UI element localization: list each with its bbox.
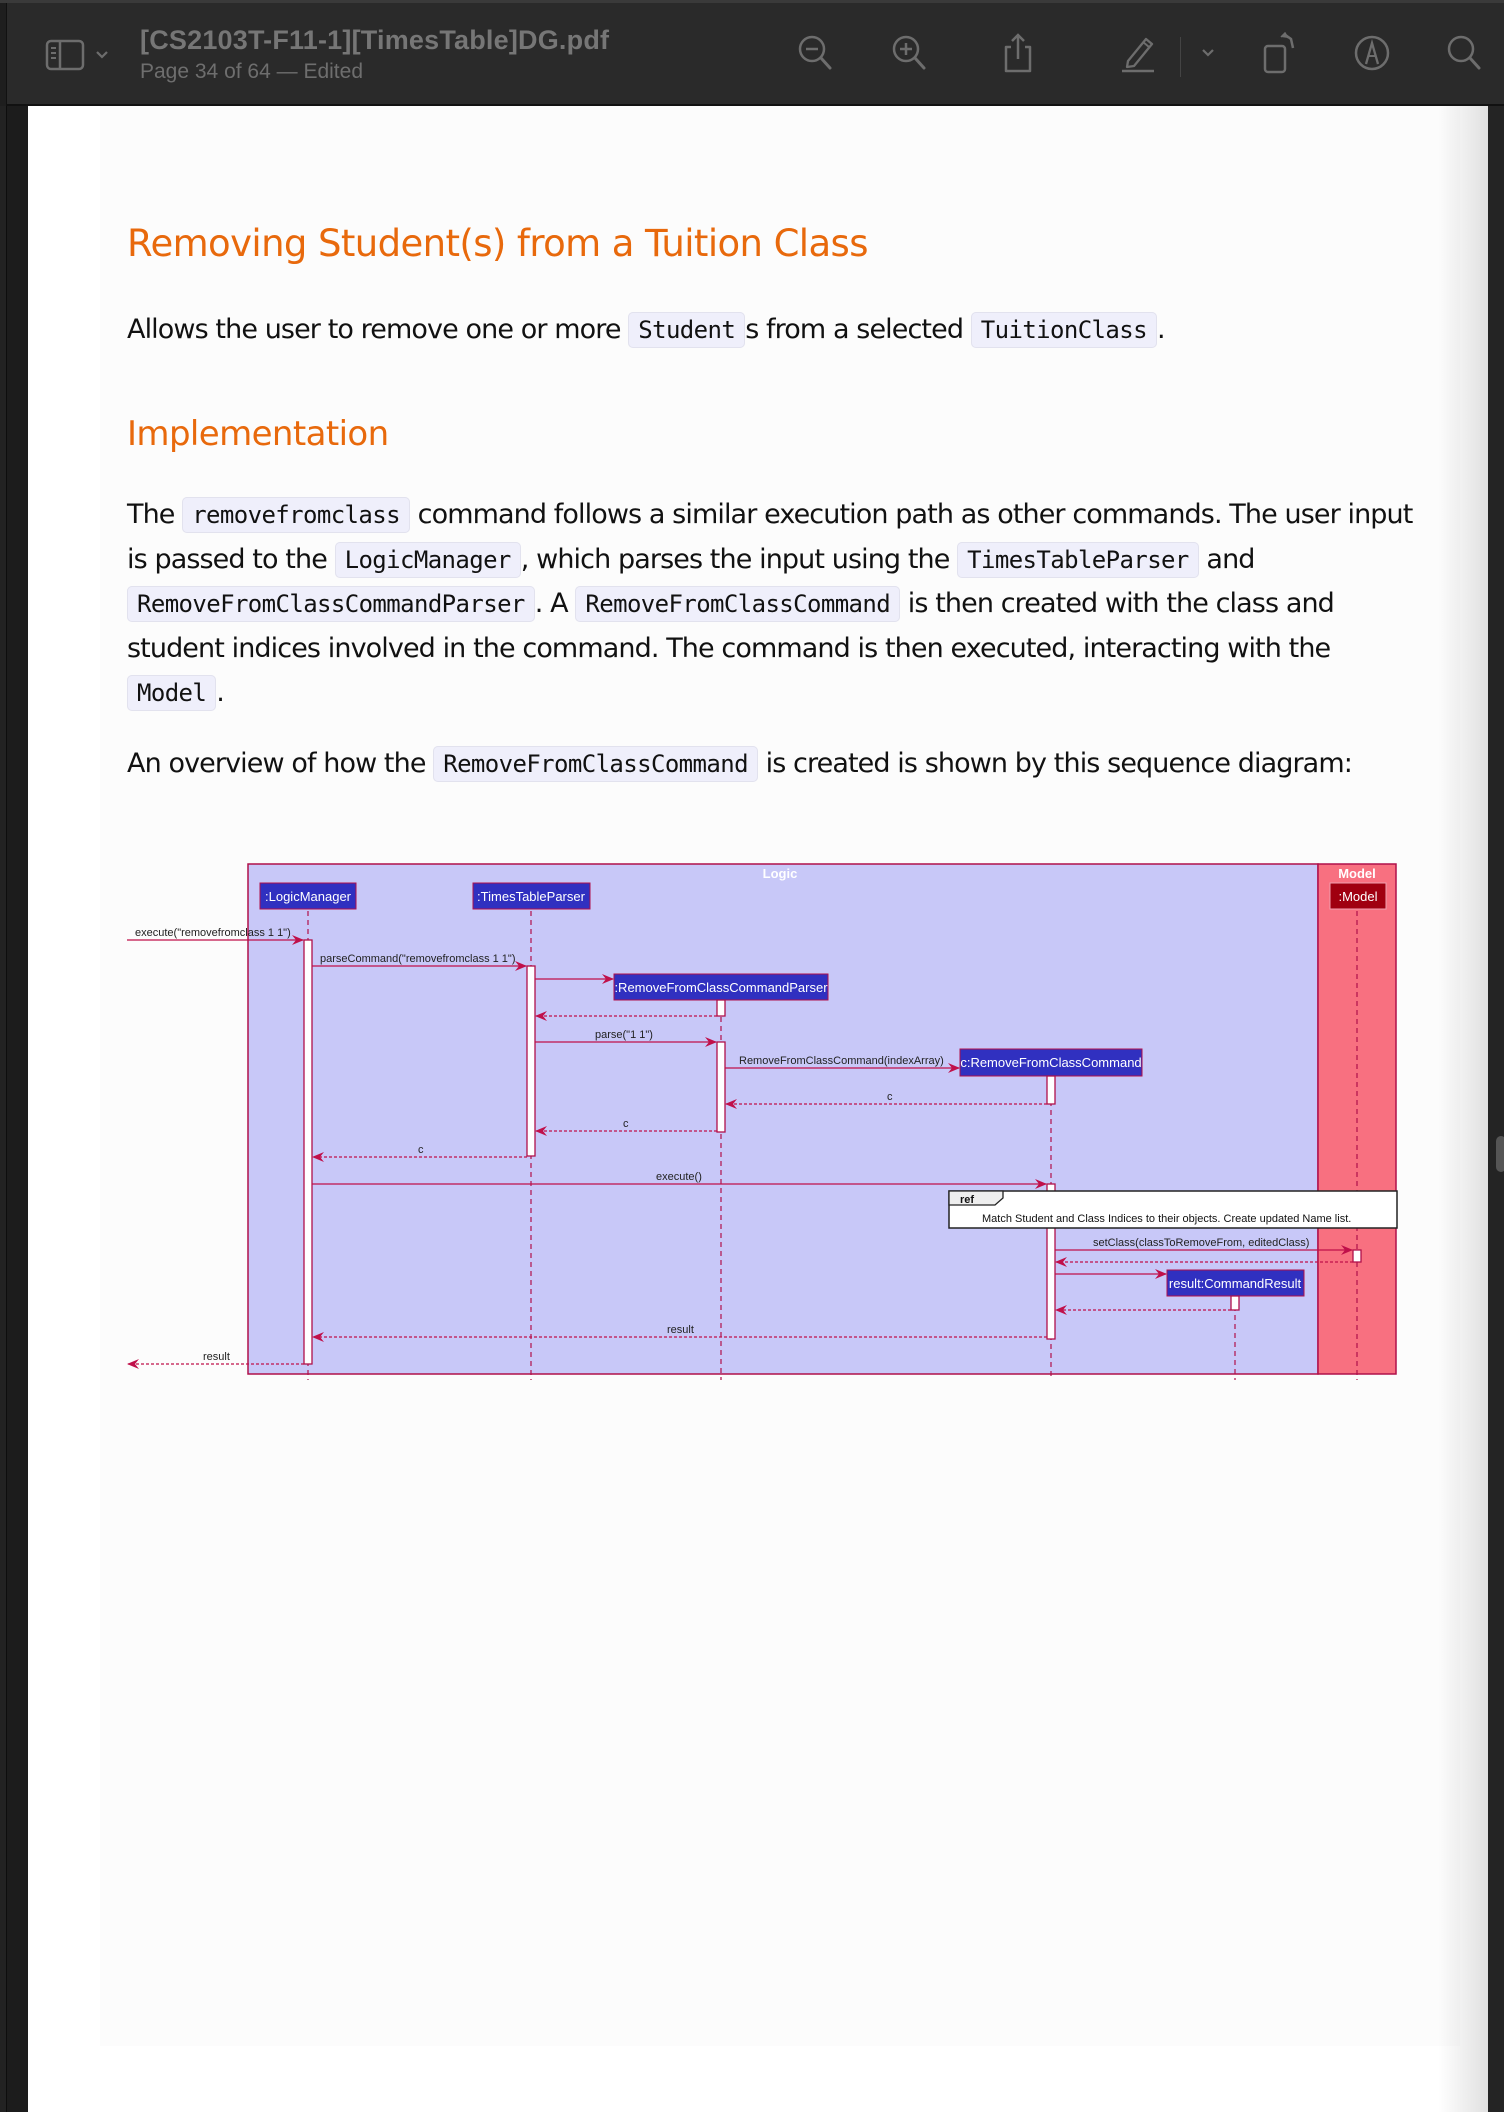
participant-removefromclasscommand [960, 1049, 1142, 1076]
search-icon [1446, 34, 1482, 77]
share-button[interactable] [996, 33, 1040, 77]
markup-menu-button[interactable] [1186, 33, 1230, 77]
code-tuitionclass: TuitionClass [971, 312, 1157, 348]
code-logicmanager: LogicManager [335, 542, 521, 578]
text: . [1156, 314, 1165, 345]
intro-paragraph [127, 308, 1427, 353]
search-button[interactable] [1442, 33, 1486, 77]
text: Allows the user to remove one or more [127, 314, 629, 345]
toolbar-left-edge [0, 3, 7, 109]
label-execute: execute() [656, 1171, 702, 1183]
text: command follows a similar execution path as other commands. The user input is passed to the [127, 499, 1413, 575]
text: and [1198, 543, 1255, 575]
pencil-icon [1118, 33, 1158, 78]
label-return-c1: c [887, 1091, 893, 1103]
participant-removefromclasscommandparser [614, 974, 828, 1000]
text: The [127, 499, 183, 530]
zoom-out-button[interactable] [793, 33, 837, 77]
code-student: Student [628, 312, 745, 348]
model-box-label: Model [1338, 866, 1376, 881]
label-execute-in: execute("removefromclass 1 1") [135, 927, 291, 939]
code-timestableparser: TimesTableParser [957, 542, 1199, 578]
text: . A [534, 588, 576, 619]
label-return-result-out: result [203, 1351, 230, 1363]
chevron-down-icon[interactable] [94, 47, 110, 63]
label-return-c2: c [623, 1118, 629, 1130]
scrollbar-track[interactable] [1488, 106, 1504, 2112]
implementation-paragraph [127, 493, 1427, 716]
markup-circle-icon [1353, 34, 1391, 77]
text: is created is shown by this sequence diagram: [757, 748, 1352, 779]
zoom-out-icon [797, 34, 833, 77]
svg-text::Model: :Model [1338, 889, 1378, 904]
section-title: Removing Student(s) from a Tuition Class [127, 222, 868, 265]
rotate-button[interactable] [1258, 33, 1302, 77]
code-removefromclass: removefromclass [182, 497, 410, 533]
implementation-title: Implementation [127, 414, 389, 454]
window-toolbar [0, 0, 1504, 106]
text: . [216, 677, 224, 708]
participant-timestableparser [473, 883, 590, 909]
chevron-down-icon [1200, 45, 1216, 66]
participant-commandresult [1167, 1270, 1304, 1296]
text: s from a selected [745, 314, 971, 345]
label-return-result: result [667, 1324, 694, 1336]
svg-text::RemoveFromClassCommandParser: :RemoveFromClassCommandParser [614, 980, 828, 995]
svg-text:result:CommandResult: result:CommandResult [1168, 1276, 1302, 1291]
viewer-gutter [0, 106, 7, 2112]
toolbar-divider [1180, 37, 1181, 77]
scrollbar-thumb[interactable] [1496, 1136, 1504, 1172]
zoom-in-button[interactable] [887, 33, 931, 77]
logic-box [248, 864, 1318, 1374]
share-icon [1002, 33, 1034, 78]
code-removefromclasscommand: RemoveFromClassCommand [575, 586, 900, 622]
annotate-button[interactable] [1350, 33, 1394, 77]
participant-model [1330, 883, 1386, 909]
participant-logicmanager [260, 883, 356, 909]
markup-button[interactable] [1116, 33, 1160, 77]
zoom-in-icon [891, 34, 927, 77]
label-parse: parse("1 1") [595, 1029, 653, 1041]
sidebar-icon[interactable] [45, 39, 85, 71]
text: An overview of how the [127, 748, 434, 779]
code-model: Model [127, 675, 216, 711]
overview-paragraph [127, 742, 1427, 787]
svg-text::TimesTableParser: :TimesTableParser [477, 889, 585, 904]
label-set-class: setClass(classToRemoveFrom, editedClass) [1093, 1237, 1310, 1249]
ref-tag: ref [960, 1194, 975, 1206]
svg-text::LogicManager: :LogicManager [265, 889, 351, 904]
document-subtitle: Page 34 of 64 — Edited [140, 60, 363, 83]
rotate-left-icon [1262, 32, 1298, 79]
logic-box-label: Logic [762, 866, 798, 881]
text: , which parses the input using the [520, 543, 958, 575]
code-removefromclasscommand: RemoveFromClassCommand [433, 746, 758, 782]
text: is then created with the class and student indices involved in the command. The command is then executed, interacting with the [127, 588, 1334, 664]
sequence-diagram [127, 860, 1399, 1380]
label-construct: RemoveFromClassCommand(indexArray) [739, 1055, 944, 1067]
svg-text:c:RemoveFromClassCommand: c:RemoveFromClassCommand [960, 1055, 1142, 1070]
label-return-c3: c [418, 1144, 424, 1156]
document-title: [CS2103T-F11-1][TimesTable]DG.pdf [140, 25, 610, 55]
label-parse-command: parseCommand("removefromclass 1 1") [320, 953, 516, 965]
page-shadow [1438, 106, 1488, 2112]
ref-frame [949, 1191, 1397, 1228]
code-removefromclasscommandparser: RemoveFromClassCommandParser [127, 586, 535, 622]
ref-text: Match Student and Class Indices to their objects. Create updated Name list. [982, 1213, 1352, 1225]
